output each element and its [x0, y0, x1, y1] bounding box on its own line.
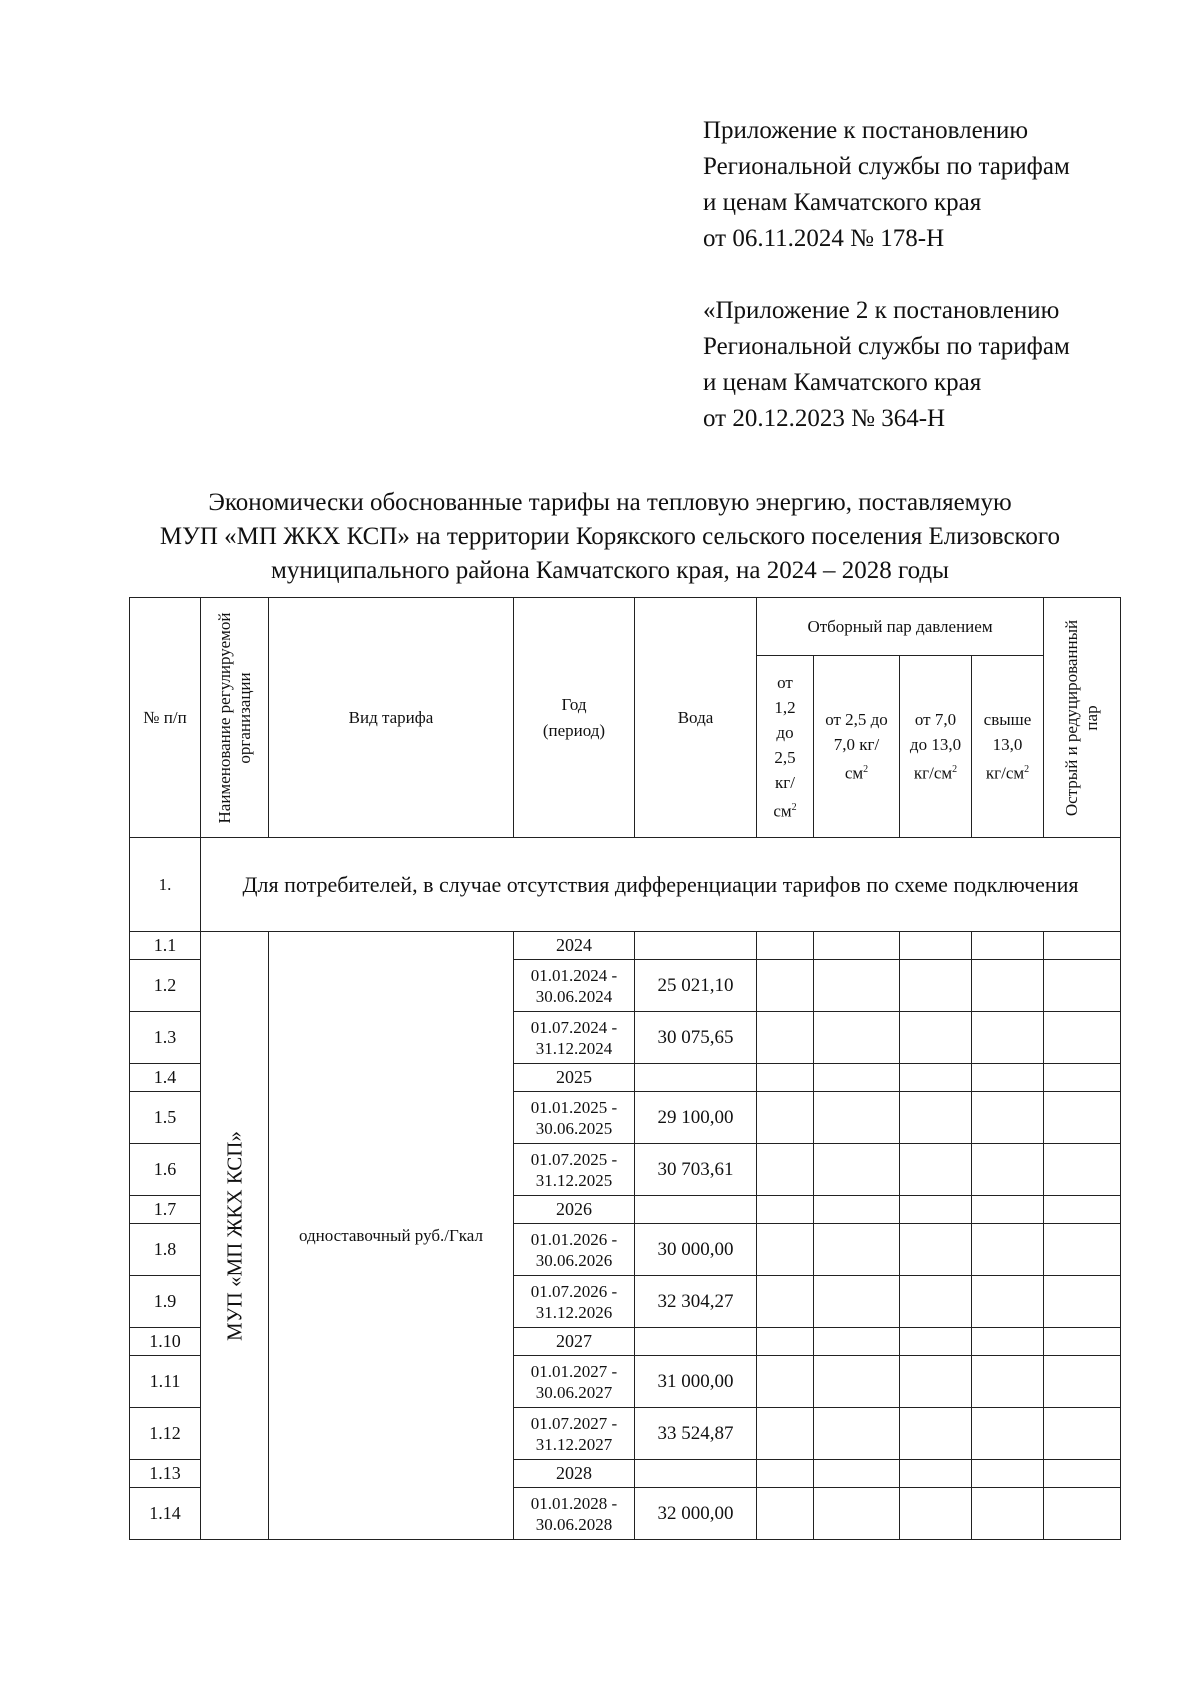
- approval-2-line: «Приложение 2 к постановлению: [703, 297, 1060, 324]
- section-title: Для потребителей, в случае отсутствия дифференциации тарифов по схеме подключения: [201, 838, 1121, 932]
- empty-cell: [1044, 1328, 1121, 1356]
- empty-cell: [1044, 1012, 1121, 1064]
- empty-cell: [814, 1408, 900, 1460]
- water-cell: [635, 1460, 757, 1488]
- empty-cell: [1044, 932, 1121, 960]
- empty-cell: [900, 1460, 972, 1488]
- empty-cell: [757, 1276, 814, 1328]
- empty-cell: [972, 1328, 1044, 1356]
- header-steam-4-text: свыше 13,0 кг/см: [983, 710, 1032, 783]
- title-line: Экономически обоснованные тарифы на тепловую энергию, поставляемую: [208, 489, 1012, 516]
- row-num: 1.8: [130, 1224, 201, 1276]
- header-steam-4: [972, 656, 1044, 838]
- empty-cell: [1044, 1488, 1121, 1540]
- approval-block-1: [703, 113, 1070, 257]
- empty-cell: [1044, 1196, 1121, 1224]
- empty-cell: [757, 1144, 814, 1196]
- empty-cell: [972, 1144, 1044, 1196]
- empty-cell: [972, 960, 1044, 1012]
- approval-block-2: [703, 293, 1070, 437]
- header-reduced-text: Острый и редуцированный пар: [1062, 619, 1102, 816]
- header-steam-1: [757, 656, 814, 838]
- tariff-table: [129, 597, 1121, 1540]
- empty-cell: [814, 1488, 900, 1540]
- approval-1-line: и ценам Камчатского края: [703, 189, 982, 216]
- empty-cell: [1044, 960, 1121, 1012]
- sup-2: 2: [952, 764, 958, 776]
- row-num: 1.9: [130, 1276, 201, 1328]
- empty-cell: [814, 932, 900, 960]
- empty-cell: [1044, 1356, 1121, 1408]
- header-steam-1-text: от 1,2 до 2,5 кг/см: [773, 672, 796, 821]
- empty-cell: [1044, 1460, 1121, 1488]
- approval-1-line: Региональной службы по тарифам: [703, 153, 1070, 180]
- period-cell: 01.07.2027 - 31.12.2027: [514, 1408, 635, 1460]
- row-num: 1.12: [130, 1408, 201, 1460]
- water-cell: [635, 1328, 757, 1356]
- empty-cell: [972, 1408, 1044, 1460]
- empty-cell: [972, 1276, 1044, 1328]
- header-num: № п/п: [130, 598, 201, 838]
- row-num: 1.14: [130, 1488, 201, 1540]
- empty-cell: [900, 1328, 972, 1356]
- empty-cell: [814, 1276, 900, 1328]
- empty-cell: [1044, 1092, 1121, 1144]
- empty-cell: [757, 1064, 814, 1092]
- row-num: 1.5: [130, 1092, 201, 1144]
- tariff-type-cell: одноставочный руб./Гкал: [269, 932, 514, 1540]
- row-num: 1.1: [130, 932, 201, 960]
- empty-cell: [900, 1196, 972, 1224]
- water-cell: 32 000,00: [635, 1488, 757, 1540]
- empty-cell: [972, 1012, 1044, 1064]
- row-num: 1.7: [130, 1196, 201, 1224]
- water-cell: 30 000,00: [635, 1224, 757, 1276]
- row-num: 1.4: [130, 1064, 201, 1092]
- water-cell: [635, 932, 757, 960]
- period-cell: 2025: [514, 1064, 635, 1092]
- period-cell: 2028: [514, 1460, 635, 1488]
- period-cell: 2024: [514, 932, 635, 960]
- empty-cell: [1044, 1408, 1121, 1460]
- empty-cell: [757, 1224, 814, 1276]
- empty-cell: [900, 1012, 972, 1064]
- empty-cell: [757, 1408, 814, 1460]
- row-num: 1.6: [130, 1144, 201, 1196]
- empty-cell: [757, 1460, 814, 1488]
- water-cell: 30 703,61: [635, 1144, 757, 1196]
- header-org: [201, 598, 269, 838]
- empty-cell: [972, 1460, 1044, 1488]
- section-num: 1.: [130, 838, 201, 932]
- empty-cell: [814, 1356, 900, 1408]
- period-cell: 01.01.2026 - 30.06.2026: [514, 1224, 635, 1276]
- approval-1-line: от 06.11.2024 № 178-Н: [703, 225, 945, 252]
- table-row: [130, 932, 1121, 960]
- row-num: 1.2: [130, 960, 201, 1012]
- empty-cell: [900, 932, 972, 960]
- empty-cell: [757, 1196, 814, 1224]
- period-cell: 2027: [514, 1328, 635, 1356]
- empty-cell: [900, 1144, 972, 1196]
- empty-cell: [814, 1196, 900, 1224]
- empty-cell: [814, 960, 900, 1012]
- header-year-text: Год (период): [542, 694, 606, 740]
- empty-cell: [1044, 1064, 1121, 1092]
- water-cell: 31 000,00: [635, 1356, 757, 1408]
- document-title: [60, 486, 1160, 588]
- period-cell: 01.01.2024 - 30.06.2024: [514, 960, 635, 1012]
- empty-cell: [814, 1224, 900, 1276]
- period-cell: 2026: [514, 1196, 635, 1224]
- approval-1-line: Приложение к постановлению: [703, 117, 1029, 144]
- empty-cell: [757, 1488, 814, 1540]
- water-cell: 33 524,87: [635, 1408, 757, 1460]
- empty-cell: [900, 960, 972, 1012]
- sup-2: 2: [791, 801, 797, 813]
- water-cell: 25 021,10: [635, 960, 757, 1012]
- water-cell: [635, 1064, 757, 1092]
- section-row: [130, 838, 1121, 932]
- org-name: МУП «МП ЖКХ КСП»: [222, 1130, 246, 1341]
- empty-cell: [900, 1064, 972, 1092]
- row-num: 1.11: [130, 1356, 201, 1408]
- header-steam-2: [814, 656, 900, 838]
- period-cell: 01.01.2025 - 30.06.2025: [514, 1092, 635, 1144]
- empty-cell: [972, 1356, 1044, 1408]
- empty-cell: [814, 1064, 900, 1092]
- header-steam-group: Отборный пар давлением: [757, 598, 1044, 656]
- approval-2-line: Региональной службы по тарифам: [703, 333, 1070, 360]
- empty-cell: [757, 1012, 814, 1064]
- empty-cell: [900, 1276, 972, 1328]
- empty-cell: [757, 1092, 814, 1144]
- org-name-cell: [201, 932, 269, 1540]
- approval-2-line: от 20.12.2023 № 364-Н: [703, 405, 946, 432]
- empty-cell: [972, 1224, 1044, 1276]
- empty-cell: [814, 1328, 900, 1356]
- empty-cell: [972, 1064, 1044, 1092]
- empty-cell: [814, 1092, 900, 1144]
- empty-cell: [814, 1460, 900, 1488]
- row-num: 1.10: [130, 1328, 201, 1356]
- title-line: муниципального района Камчатского края, на 2024 – 2028 годы: [271, 557, 949, 584]
- header-water: Вода: [635, 598, 757, 838]
- empty-cell: [757, 1328, 814, 1356]
- empty-cell: [814, 1144, 900, 1196]
- water-cell: 32 304,27: [635, 1276, 757, 1328]
- empty-cell: [972, 1488, 1044, 1540]
- sup-2: 2: [1024, 764, 1030, 776]
- empty-cell: [972, 1196, 1044, 1224]
- empty-cell: [757, 1356, 814, 1408]
- period-cell: 01.01.2027 - 30.06.2027: [514, 1356, 635, 1408]
- empty-cell: [900, 1488, 972, 1540]
- water-cell: 30 075,65: [635, 1012, 757, 1064]
- header-reduced: [1044, 598, 1121, 838]
- header-steam-3-text: от 7,0 до 13,0 кг/см: [909, 710, 962, 783]
- header-tariff-type: Вид тарифа: [269, 598, 514, 838]
- empty-cell: [757, 932, 814, 960]
- approval-2-line: и ценам Камчатского края: [703, 369, 982, 396]
- empty-cell: [1044, 1144, 1121, 1196]
- period-cell: 01.07.2026 - 31.12.2026: [514, 1276, 635, 1328]
- header-steam-3: [900, 656, 972, 838]
- empty-cell: [900, 1224, 972, 1276]
- empty-cell: [814, 1012, 900, 1064]
- period-cell: 01.07.2024 - 31.12.2024: [514, 1012, 635, 1064]
- empty-cell: [900, 1092, 972, 1144]
- empty-cell: [757, 960, 814, 1012]
- empty-cell: [972, 932, 1044, 960]
- row-num: 1.13: [130, 1460, 201, 1488]
- empty-cell: [1044, 1224, 1121, 1276]
- empty-cell: [900, 1408, 972, 1460]
- row-num: 1.3: [130, 1012, 201, 1064]
- header-year: [514, 598, 635, 838]
- header-org-text: Наименование регулируемой организации: [214, 612, 254, 823]
- header-steam-2-text: от 2,5 до 7,0 кг/см: [825, 710, 888, 783]
- empty-cell: [972, 1092, 1044, 1144]
- period-cell: 01.01.2028 - 30.06.2028: [514, 1488, 635, 1540]
- sup-2: 2: [863, 764, 869, 776]
- empty-cell: [900, 1356, 972, 1408]
- empty-cell: [1044, 1276, 1121, 1328]
- water-cell: [635, 1196, 757, 1224]
- title-line: МУП «МП ЖКХ КСП» на территории Корякского сельского поселения Елизовского: [159, 523, 1061, 550]
- period-cell: 01.07.2025 - 31.12.2025: [514, 1144, 635, 1196]
- water-cell: 29 100,00: [635, 1092, 757, 1144]
